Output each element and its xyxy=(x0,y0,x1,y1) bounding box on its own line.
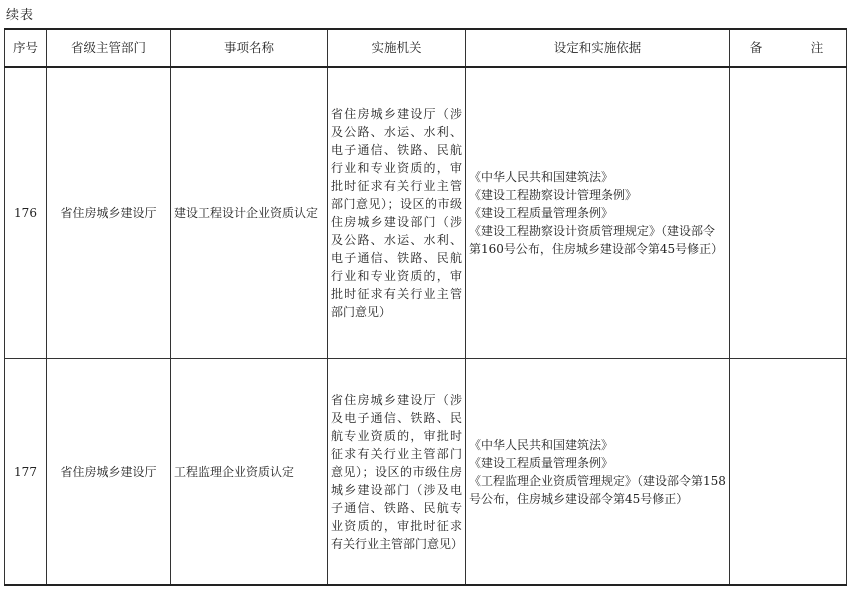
row-item: 工程监理企业资质认定 xyxy=(171,359,328,586)
basis-line: 《建设工程质量管理条例》 xyxy=(469,206,614,220)
approval-items-table xyxy=(4,28,847,586)
basis-line: 《中华人民共和国建筑法》 xyxy=(469,170,614,184)
header-item: 事项名称 xyxy=(171,29,328,67)
row-seq: 177 xyxy=(5,359,47,586)
row-dept: 省住房城乡建设厅 xyxy=(47,67,171,359)
header-agency: 实施机关 xyxy=(328,29,466,67)
header-seq: 序号 xyxy=(5,29,47,67)
table-caption: 续表 xyxy=(6,8,35,23)
header-basis: 设定和实施依据 xyxy=(466,29,730,67)
basis-line: 《建设工程质量管理条例》 xyxy=(469,455,614,470)
row-remark xyxy=(730,359,847,586)
row-agency: 省住房城乡建设厅（涉及电子通信、铁路、民航专业资质的，审批时征求有关行业主管部门意见）；设区的市级住房城乡建设部门（涉及电子通信、铁路、民航专业资质的，审批时征求有关行业主管部门意见） xyxy=(328,359,466,586)
row-basis xyxy=(466,67,730,359)
header-remark: 备 注 xyxy=(730,29,847,67)
header-dept: 省级主管部门 xyxy=(47,29,171,67)
table-row xyxy=(5,359,847,586)
table-row xyxy=(5,67,847,359)
row-basis xyxy=(466,359,730,586)
row-dept: 省住房城乡建设厅 xyxy=(47,359,171,586)
table-header-row xyxy=(5,29,847,67)
basis-line: 《建设工程勘察设计资质管理规定》（建设部令第160号公布，住房城乡建设部令第45号修正） xyxy=(469,224,724,256)
row-agency: 省住房城乡建设厅（涉及公路、水运、水利、电子通信、铁路、民航行业和专业资质的，审批时征求有关行业主管部门意见）；设区的市级住房城乡建设部门（涉及公路、水运、水利、电子通信、铁路、民航行业和专业资质的，审批时征求有关行业主管部门意见） xyxy=(328,67,466,359)
basis-line: 《建设工程勘察设计管理条例》 xyxy=(469,188,638,202)
basis-line: 《中华人民共和国建筑法》 xyxy=(469,437,614,452)
row-remark xyxy=(730,67,847,359)
basis-line: 《工程监理企业资质管理规定》（建设部令第158号公布，住房城乡建设部令第45号修正） xyxy=(469,473,726,506)
row-seq: 176 xyxy=(5,67,47,359)
row-item: 建设工程设计企业资质认定 xyxy=(171,67,328,359)
